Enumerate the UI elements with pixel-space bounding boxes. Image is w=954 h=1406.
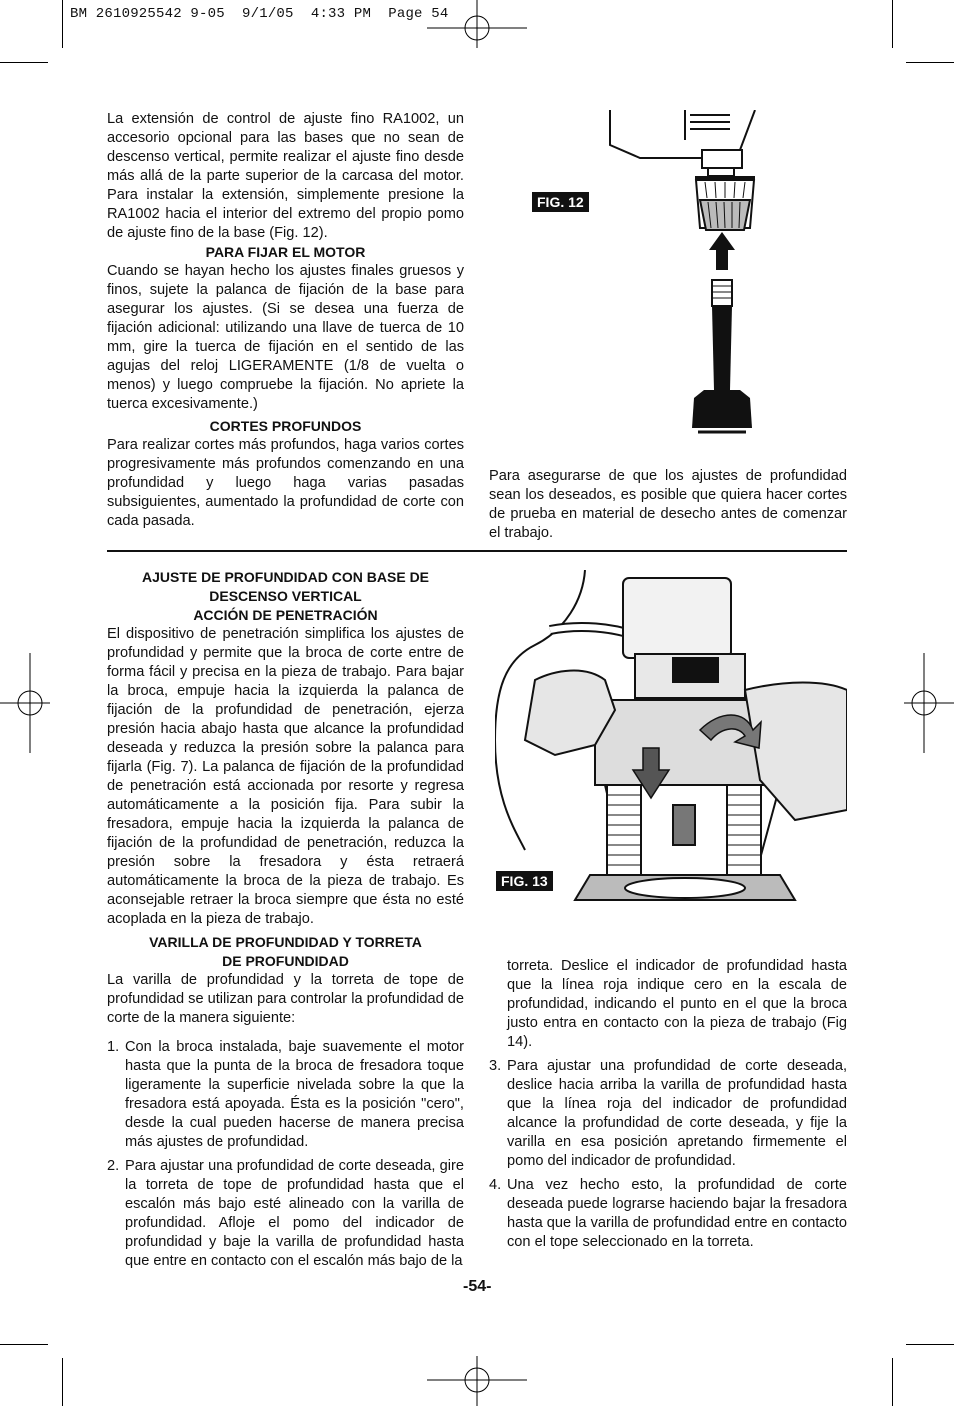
- steps-list-left: [107, 1038, 464, 1271]
- list-item: 2. Para ajustar una profundidad de corte deseada, gire la torreta de tope de profundidad hasta que el escalón más bajo esté alineado con la varilla de profundidad. Afloje el pomo del indicador de profundidad y baje la varilla de profundidad hasta que entre en contacto con el escalón más bajo de la: [107, 1158, 464, 1269]
- list-item: 4. Una vez hecho esto, la profundidad de corte deseada puede lograrse haciendo bajar la fresadora hasta que la varilla de profundidad entre en contacto con el tope seleccionado en la torreta.: [489, 1177, 847, 1250]
- motor-paragraph: Cuando se hayan hecho los ajustes finales gruesos y finos, sujete la palanca de fijación de la base para asegurar los ajustes. (Si se desea una fuerza de fijación adicional: utilizando una llave de tuerca de 10 mm, gire la tuerca de fijación en el sentido de las agujas del reloj LIGERAMENTE (1/8 de vuelta o menos) y luego compruebe la fijación. No apriete la tuerca excesivamente.): [107, 263, 464, 412]
- list-item: 1. Con la broca instalada, baje suavemente el motor hasta que la punta de la broca de fresadora toque ligeramente la superficie nivelada sobre la que la fresadora está apoyada. Ésta es la posición "cero", desde la cual pueden hacerse de manera precisa más ajustes de profundidad.: [107, 1039, 464, 1150]
- heading-accion-penetracion: ACCIÓN DE PENETRACIÓN: [193, 607, 378, 623]
- fig-12-label: FIG. 12: [532, 192, 589, 212]
- heading-cortes-profundos: CORTES PROFUNDOS: [209, 418, 362, 434]
- heading-varilla-line1: VARILLA DE PROFUNDIDAD Y TORRETA: [149, 934, 422, 950]
- fig-13-label: FIG. 13: [496, 871, 553, 891]
- top-left-column: [107, 110, 464, 531]
- heading-ajuste-line1: AJUSTE DE PROFUNDIDAD CON BASE DE: [141, 569, 430, 585]
- page-number: -54-: [463, 1278, 492, 1295]
- bottom-left-column: [107, 568, 464, 1276]
- print-slug: BM 2610925542 9-05 9/1/05 4:33 PM Page 54: [70, 6, 449, 22]
- list-item: 3. Para ajustar una profundidad de corte deseada, deslice hacia arriba la varilla de profundidad hasta que la línea roja del indicador de profundidad alcance la profundidad de corte deseada, y fije la varilla en esa posición apretando firmemente el pomo del indicador de profundidad.: [489, 1058, 847, 1169]
- heading-fijar-motor: PARA FIJAR EL MOTOR: [205, 244, 366, 260]
- intro-paragraph: La extensión de control de ajuste fino RA1002, un accesorio opcional para las bases que no sean de descenso vertical, permite realizar el ajuste fino desde más allá de la parte superior de la carcasa del motor. Para instalar la extensión, simplemente presione la RA1002 hacia el interior del extremo del propio pomo de ajuste fino de la base (Fig. 12).: [107, 111, 464, 241]
- cortes-paragraph: Para realizar cortes más profundos, haga varios cortes progresivamente más profundos comenzando en una profundidad y luego haga varias pasadas subsiguientes, aumentado la profundidad de corte con cada pasada.: [107, 437, 464, 529]
- section-divider: [107, 550, 847, 552]
- continuation-paragraph: torreta. Deslice el indicador de profundidad hasta que la línea roja indique cero en la escala de profundidad, indicando el punto en el que la broca justo entra en contacto con la pieza de trabajo (Fig 14).: [507, 958, 847, 1050]
- fig-12-illustration: [590, 110, 790, 445]
- heading-ajuste-line2: DESCENSO VERTICAL: [209, 588, 362, 604]
- bottom-right-column: [489, 957, 847, 1257]
- accion-paragraph: El dispositivo de penetración simplifica los ajustes de profundidad y permite que la broca de corte entre de forma fácil y precisa en la pieza de trabajo. Para bajar la broca, empuje hacia la izquierda la palanca de fijación de la profundidad de penetración, ejerza presión hacia abajo hasta que alcance la profundidad deseada y reduzca la presión sobre la palanca para fijarla (Fig. 7). La palanca de fijación de la profundidad de penetración está accionada por resorte y regresa automáticamente a la posición fija. Para subir la fresadora, empuje hacia la izquierda la palanca de fijación de la profundidad de penetración, reduzca la presión sobre la fresadora y ésta retraerá automáticamente la broca de la pieza de trabajo. Es aconsejable retraer la broca siempre que ésta no esté acoplada en la pieza de trabajo.: [107, 626, 464, 927]
- fig-12-caption-text: Para asegurarse de que los ajustes de profundidad sean los deseados, es posible que quiera hacer cortes de prueba en material de desecho antes de comenzar el trabajo.: [489, 468, 847, 541]
- varilla-paragraph: La varilla de profundidad y la torreta de tope de profundidad se utilizan para controlar la profundidad de corte de la manera siguiente:: [107, 972, 464, 1026]
- heading-varilla-line2: DE PROFUNDIDAD: [222, 953, 349, 969]
- steps-list-right: [489, 1057, 847, 1252]
